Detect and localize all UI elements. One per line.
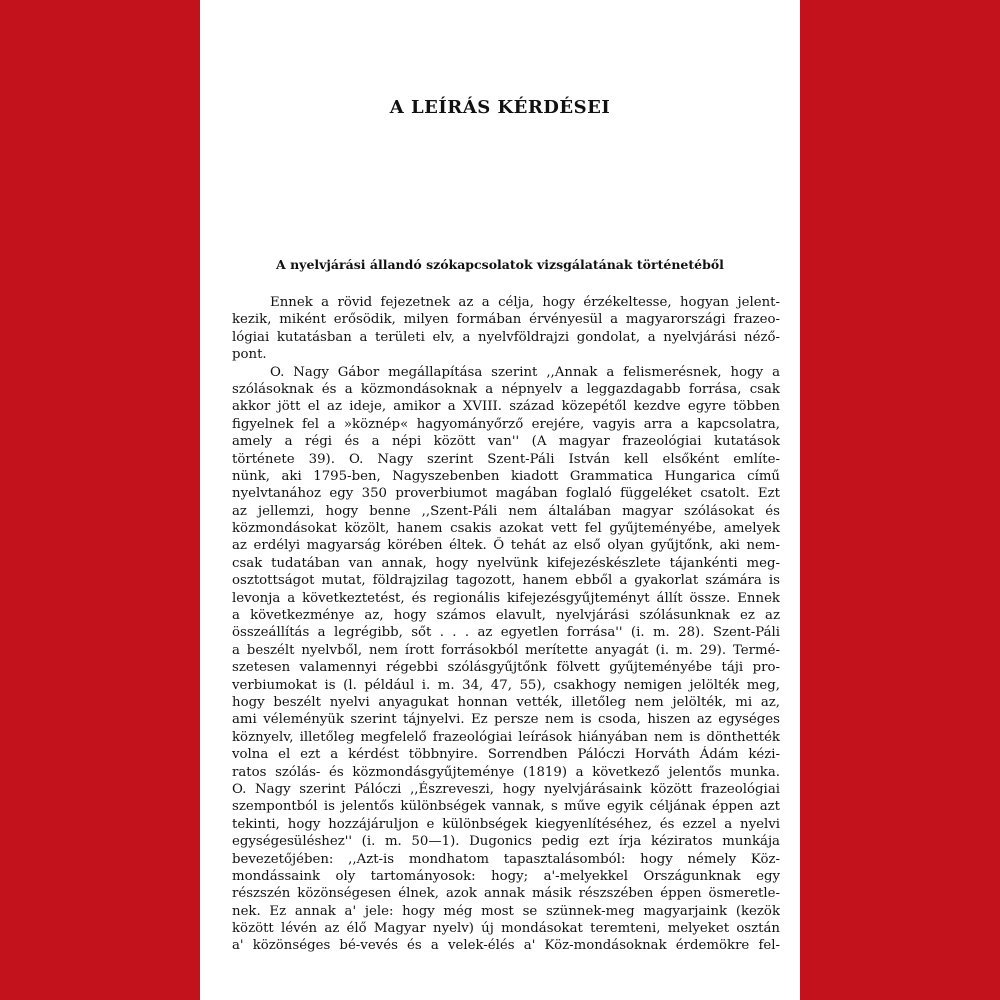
text-line: nek. Ez annak a' jele: hogy még most se szünnek-meg magyarjaink (kezök: [232, 903, 780, 919]
text-line: levonja a következtetést, és regionális kifejezésgyűjteményt állít össze. Ennek: [232, 590, 780, 606]
text-line: a következménye az, hogy számos elavult, nyelvjárási szólásunknak ez az: [232, 608, 780, 624]
text-line: volna el ezt a kérdést többnyire. Sorrendben Pálóczi Horváth Ádám kézi-: [232, 747, 780, 763]
text-line: története 39). O. Nagy szerint Szent-Páli István kell elsőként említe-: [232, 451, 780, 467]
text-line: mondássaink oly tartományosok: hogy; a'-melyekkel Országunknak egy: [232, 868, 780, 884]
text-line: összeállítás a legrégibb, sőt . . . az egyetlen forrása'' (i. m. 28). Szent-Páli: [232, 625, 780, 641]
text-line: bevezetőjében: ,,Azt-is mondhatom tapasztalásomból: hogy némely Köz-: [232, 851, 780, 867]
text-line: csak tudatában van annak, hogy nyelvünk kifejezéskészlete tájankénti meg-: [232, 555, 780, 571]
text-line: tekinti, hogy hozzájáruljon e különbségek kiegyenlítéséhez, és ezzel a nyelvi: [232, 816, 780, 832]
body-text: [232, 294, 780, 955]
text-line: ami véleményük szerint tájnyelvi. Ez persze nem is csoda, hiszen az egységes: [232, 712, 780, 728]
right-red-border: [800, 0, 1000, 1000]
text-line: lógiai kutatásban a területi elv, a nyelvföldrajzi gondolat, a nyelvjárási néző-: [232, 329, 780, 345]
text-line: szempontból is jelentős különbségek vannak, s műve egyik céljának éppen azt: [232, 799, 780, 815]
text-line: szólásoknak és a közmondásoknak a népnyelv a leggazdagabb forrása, csak: [232, 381, 780, 397]
text-line: az erdélyi magyarság körében éltek. Ő tehát az első olyan gyűjtőnk, aki nem-: [232, 538, 780, 554]
text-line: O. Nagy szerint Pálóczi ,,Észreveszi, hogy nyelvjárásaink között frazeológiai: [232, 781, 780, 797]
document-page: [200, 0, 800, 1000]
text-line: egységesüléshez'' (i. m. 50—1). Dugonics pedig ezt írja kéziratos munkája: [232, 834, 780, 850]
text-line: O. Nagy Gábor megállapítása szerint ,,Annak a felismerésnek, hogy a: [270, 364, 780, 380]
section-title: A nyelvjárási állandó szókapcsolatok vizsgálatának történetéből: [276, 257, 724, 272]
text-line: a beszélt nyelvből, nem írott forrásokból merítette anyagát (i. m. 29). Termé-: [232, 642, 780, 658]
text-line: közmondásokat közölt, hanem csakis azokat vett fel gyűjteményébe, amelyek: [232, 521, 780, 537]
text-line: verbiumokat is (l. például i. m. 34, 47, 55), csakhogy nemigen jelölték meg,: [232, 677, 780, 693]
text-line: köznyelv, illetőleg megfelelő frazeológiai leírások hiányában nem is dönthették: [232, 729, 780, 745]
text-line: nyelvtanához egy 350 proverbiumot magában foglaló függeléket csatolt. Ezt: [232, 486, 780, 502]
text-line: pont.: [232, 347, 267, 363]
chapter-title: A LEÍRÁS KÉRDÉSEI: [389, 97, 611, 118]
text-line: az jellemzi, hogy benne ,,Szent-Páli nem általában magyar szólásokat és: [232, 503, 780, 519]
text-line: hogy beszélt nyelvi anyagukat honnan vették, illetőleg nem jelölték, mi az,: [232, 694, 780, 710]
text-line: Ennek a rövid fejezetnek az a célja, hogy érzékeltesse, hogyan jelent-: [270, 295, 780, 310]
left-red-border: [0, 0, 200, 1000]
text-line: között lévén az élő Magyar nyelv) új mondásokat teremteni, melyeket osztán: [232, 921, 780, 937]
text-line: osztottságot mutat, földrajzilag tagozott, hanem ebből a gyakorlat számára is: [232, 573, 780, 589]
text-line: a' közönséges bé-vevés és a velek-élés a' Köz-mondásoknak érdemökre fel-: [232, 938, 780, 954]
text-line: nünk, aki 1795-ben, Nagyszebenben kiadott Grammatica Hungarica című: [232, 468, 780, 484]
text-line: figyelnek fel a »köznép« hagyományőrző erejére, vagyis arra a kapcsolatra,: [232, 416, 780, 432]
text-line: amely a régi és a népi között van'' (A magyar frazeológiai kutatások: [232, 434, 780, 450]
text-line: kezik, miként erősödik, milyen formában érvényesül a magyarországi frazeo-: [232, 312, 780, 328]
text-line: ratos szólás- és közmondásgyűjteménye (1819) a következő jelentős munka.: [232, 764, 780, 780]
text-line: akkor jött el az ideje, amikor a XVIII. század közepétől kezdve egyre többen: [232, 399, 780, 415]
text-line: szetesen valamennyi régebbi szólásgyűjtőnk fölvett gyűjteményébe táji pro-: [232, 660, 780, 676]
text-line: részszén közönségesen élnek, azok annak másik részszében éppen ösmeretle-: [232, 886, 780, 902]
